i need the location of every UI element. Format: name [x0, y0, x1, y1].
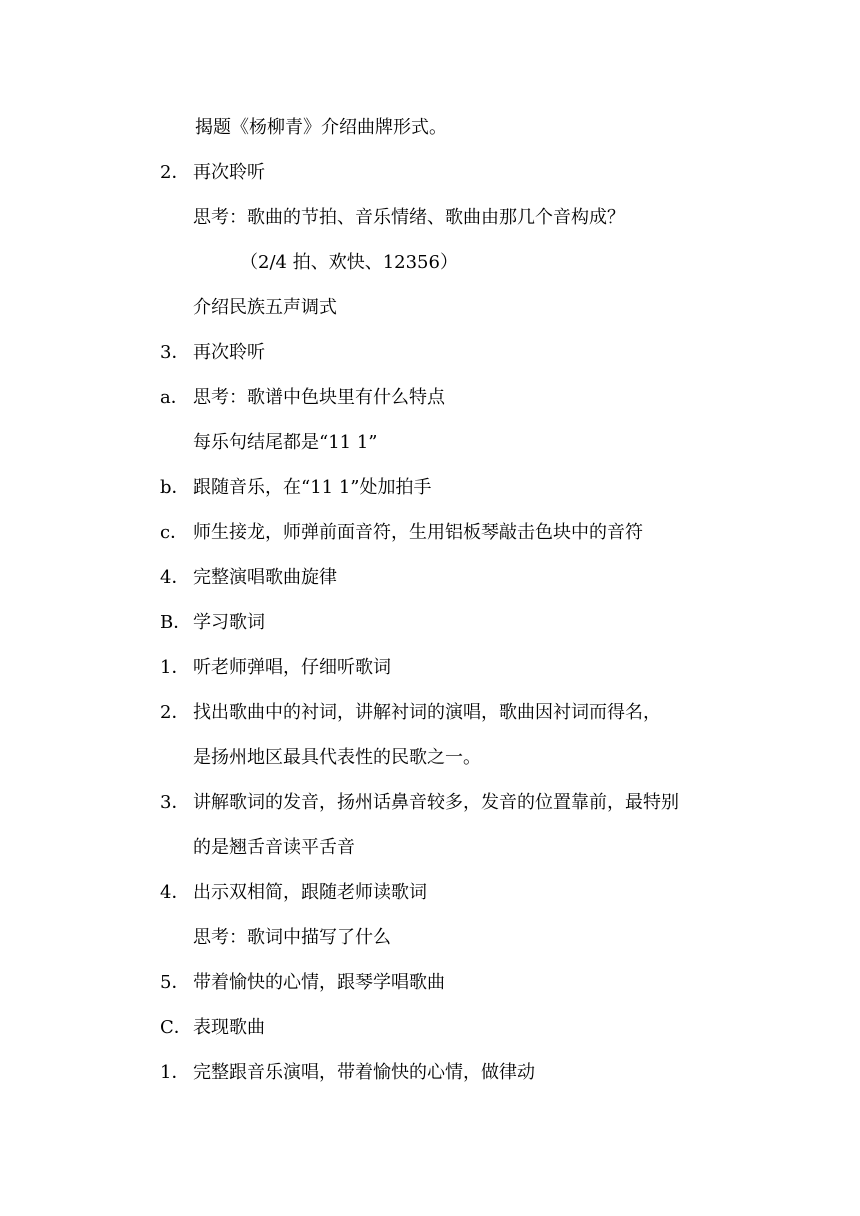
line-text: 讲解歌词的发音，扬州话鼻音较多，发音的位置靠前，最特别 [193, 792, 679, 813]
line-text: 师生接龙，师弹前面音符，生用铝板琴敲击色块中的音符 [193, 522, 643, 543]
list-marker: 1． [160, 1062, 190, 1083]
line-text: 思考：歌谱中色块里有什么特点 [193, 387, 445, 408]
line-text: 学习歌词 [193, 612, 265, 633]
list-marker: a． [160, 387, 189, 408]
list-marker: 5． [160, 972, 190, 993]
list-marker: C． [160, 1017, 192, 1038]
line-text: 再次聆听 [193, 162, 265, 183]
line-text: 介绍民族五声调式 [193, 297, 337, 318]
line-text: （2/4 拍、欢快、12356） [240, 252, 458, 273]
line-text: 完整演唱歌曲旋律 [193, 567, 337, 588]
line-text: 跟随音乐，在“11 1”处加拍手 [193, 477, 432, 498]
list-marker: b． [160, 477, 190, 498]
list-marker: 4． [160, 882, 190, 903]
line-text: 再次聆听 [193, 342, 265, 363]
list-marker: c． [160, 522, 189, 543]
line-text: 出示双相简，跟随老师读歌词 [193, 882, 427, 903]
line-text: 的是翘舌音读平舌音 [193, 837, 355, 858]
line-text: 思考：歌词中描写了什么 [193, 927, 391, 948]
line-text: 揭题《杨柳青》介绍曲牌形式。 [195, 117, 447, 138]
line-text: 思考：歌曲的节拍、音乐情绪、歌曲由那几个音构成？ [193, 207, 625, 228]
line-text: 听老师弹唱，仔细听歌词 [193, 657, 391, 678]
line-text: 表现歌曲 [193, 1017, 265, 1038]
list-marker: B． [160, 612, 192, 633]
line-text: 完整跟音乐演唱，带着愉快的心情，做律动 [193, 1062, 535, 1083]
list-marker: 2． [160, 702, 190, 723]
list-marker: 4． [160, 567, 190, 588]
list-marker: 3． [160, 342, 190, 363]
line-text: 带着愉快的心情，跟琴学唱歌曲 [193, 972, 445, 993]
line-text: 是扬州地区最具代表性的民歌之一。 [193, 747, 481, 768]
list-marker: 2． [160, 162, 190, 183]
list-marker: 1． [160, 657, 190, 678]
line-text: 每乐句结尾都是“11 1” [193, 432, 378, 453]
list-marker: 3． [160, 792, 190, 813]
line-text: 找出歌曲中的衬词，讲解衬词的演唱，歌曲因衬词而得名， [193, 702, 661, 723]
